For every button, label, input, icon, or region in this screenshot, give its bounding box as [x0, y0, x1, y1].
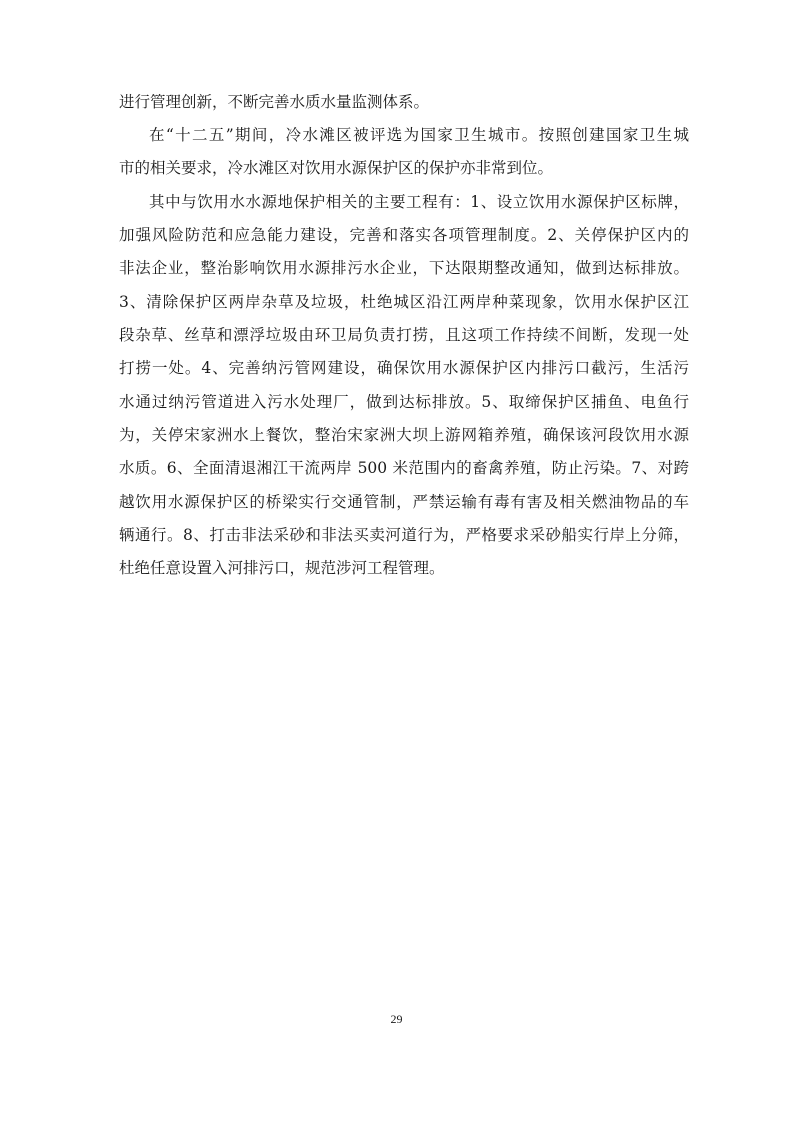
paragraph-3-line-7: 水通过纳污管道进入污水处理厂，做到达标排放。5、取缔保护区捕鱼、电鱼行 — [119, 393, 689, 411]
paragraph-3-line-1: 其中与饮用水水源地保护相关的主要工程有：1、设立饮用水源保护区标牌， — [149, 193, 689, 211]
paragraph-3-line-2: 加强风险防范和应急能力建设，完善和落实各项管理制度。2、关停保护区内的 — [119, 226, 689, 244]
paragraph-2-line-2: 市的相关要求，冷水滩区对饮用水源保护区的保护亦非常到位。 — [119, 159, 554, 177]
paragraph-3-line-5: 段杂草、丝草和漂浮垃圾由环卫局负责打捞，且这项工作持续不间断，发现一处 — [119, 326, 689, 344]
paragraph-3-line-4: 3、清除保护区两岸杂草及垃圾，杜绝城区沿江两岸种菜现象，饮用水保护区江 — [119, 293, 689, 311]
paragraph-3-line-9: 水质。6、全面清退湘江干流两岸 500 米范围内的畜禽养殖，防止污染。7、对跨 — [119, 459, 689, 477]
paragraph-3-line-8: 为，关停宋家洲水上餐饮，整治宋家洲大坝上游网箱养殖，确保该河段饮用水源 — [119, 426, 689, 444]
page-number: 29 — [390, 1012, 403, 1026]
paragraph-1-line-1: 进行管理创新，不断完善水质水量监测体系。 — [119, 93, 430, 111]
paragraph-3-line-11: 辆通行。8、打击非法采砂和非法买卖河道行为，严格要求采砂船实行岸上分筛， — [119, 526, 689, 544]
paragraph-3-line-6: 打捞一处。4、完善纳污管网建设，确保饮用水源保护区内排污口截污，生活污 — [119, 359, 689, 377]
paragraph-3-line-12: 杜绝任意设置入河排污口，规范涉河工程管理。 — [119, 559, 445, 577]
paragraph-2-line-1: 在“十二五”期间，冷水滩区被评选为国家卫生城市。按照创建国家卫生城 — [149, 126, 689, 144]
paragraph-3-line-10: 越饮用水源保护区的桥梁实行交通管制，严禁运输有毒有害及相关燃油物品的车 — [119, 493, 689, 511]
paragraph-3-line-3: 非法企业，整治影响饮用水源排污水企业，下达限期整改通知，做到达标排放。 — [119, 259, 689, 277]
